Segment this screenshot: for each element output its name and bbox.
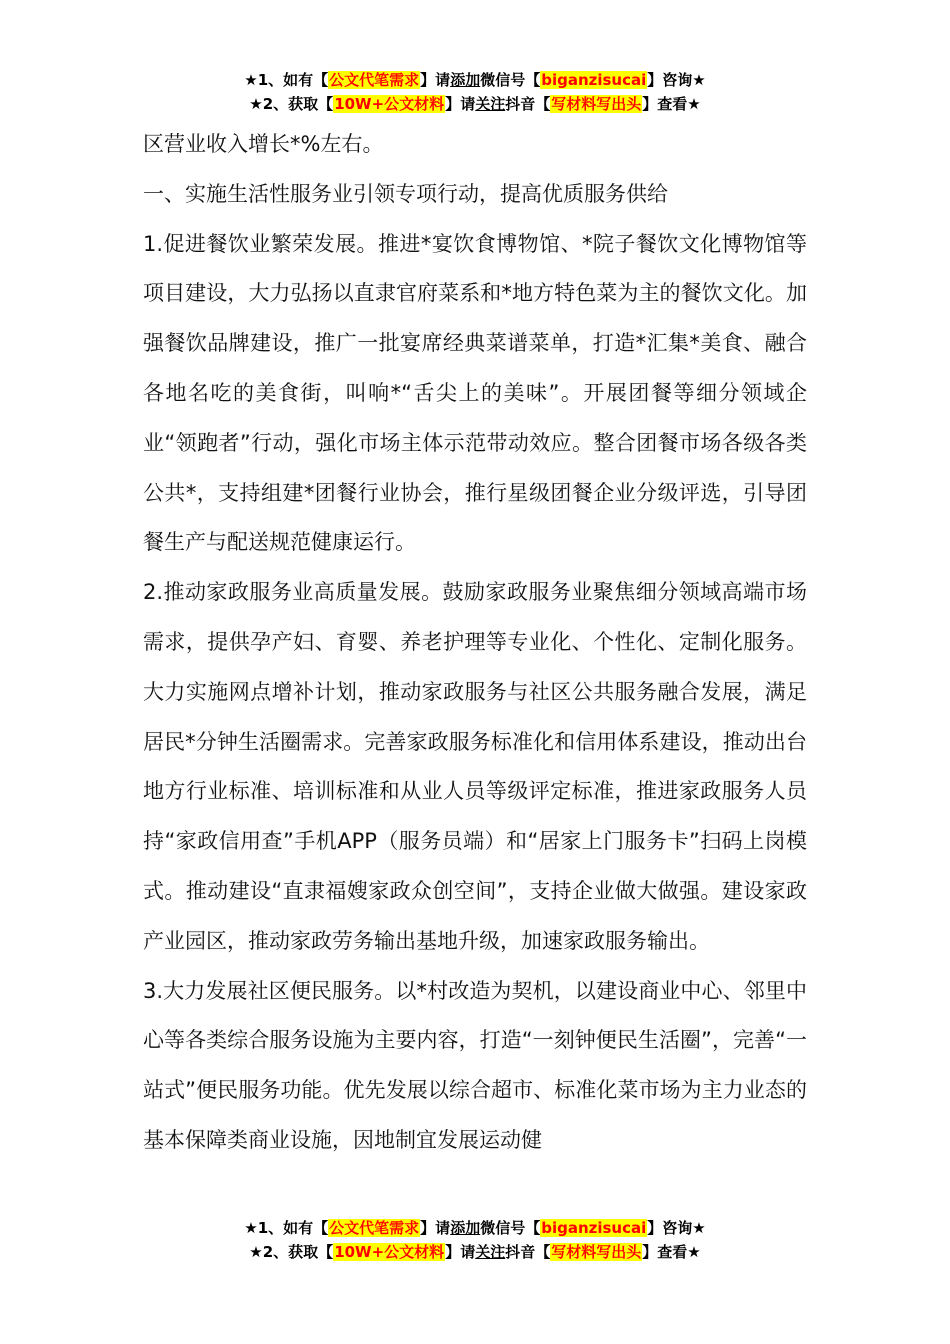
banner-text: 抖音【 (505, 1243, 551, 1261)
document-body (143, 120, 807, 1166)
banner-text: 抖音【 (505, 95, 551, 113)
banner-text: ★2、获取【 (249, 1243, 334, 1261)
banner-highlight: 10W+公文材料 (334, 95, 445, 113)
banner-text: 】咨询★ (647, 71, 706, 89)
banner-text: ★1、如有【 (244, 1219, 329, 1237)
banner-line-1 (0, 68, 950, 92)
banner-text: 微信号【 (480, 71, 541, 89)
banner-highlight-douyin-id: 写材料写出头 (551, 95, 642, 113)
banner-underlined: 添加 (450, 71, 481, 89)
banner-underlined: 关注 (475, 1243, 506, 1261)
banner-highlight-wechat-id: biganzisucai (541, 71, 647, 89)
paragraph-community-services: 3.大力发展社区便民服务。以*村改造为契机，以建设商业中心、邻里中心等各类综合服务设施为主要内容，打造“一刻钟便民生活圈”，完善“一站式”便民服务功能。优先发展以综合超市、标准化菜市场为主力业态的基本保障类商业设施，因地制宜发展运动健 (143, 978, 807, 1152)
banner-text: 】请 (420, 1219, 451, 1237)
section-heading: 一、实施生活性服务业引领专项行动，提高优质服务供给 (143, 181, 668, 206)
banner-line-1 (0, 1216, 950, 1240)
banner-underlined: 关注 (475, 95, 506, 113)
banner-text: 】请 (445, 95, 476, 113)
banner-highlight-wechat-id: biganzisucai (541, 1219, 647, 1237)
banner-text: 】查看★ (642, 95, 701, 113)
banner-highlight-douyin-id: 写材料写出头 (551, 1243, 642, 1261)
banner-text: 】请 (420, 71, 451, 89)
banner-line-2 (0, 92, 950, 116)
banner-text: 微信号【 (480, 1219, 541, 1237)
banner-text: 】请 (445, 1243, 476, 1261)
header-watermark-banner (0, 68, 950, 116)
banner-line-2 (0, 1240, 950, 1264)
banner-highlight: 公文代笔需求 (329, 1219, 420, 1237)
paragraph-catering: 1.促进餐饮业繁荣发展。推进*宴饮食博物馆、*院子餐饮文化博物馆等项目建设，大力弘扬以直隶官府菜系和*地方特色菜为主的餐饮文化。加强餐饮品牌建设，推广一批宴席经典菜谱菜单，打造*汇集*美食、融合各地名吃的美食街，叫响*“舌尖上的美味”。开展团餐等细分领域企业“领跑者”行动，强化市场主体示范带动效应。整合团餐市场各级各类公共*，支持组建*团餐行业协会，推行星级团餐企业分级评选，引导团餐生产与配送规范健康运行。 (143, 231, 807, 555)
banner-text: 】咨询★ (647, 1219, 706, 1237)
banner-highlight: 10W+公文材料 (334, 1243, 445, 1261)
banner-text: ★2、获取【 (249, 95, 334, 113)
footer-watermark-banner (0, 1216, 950, 1264)
banner-underlined: 添加 (450, 1219, 481, 1237)
banner-text: ★1、如有【 (244, 71, 329, 89)
paragraph-housekeeping: 2.推动家政服务业高质量发展。鼓励家政服务业聚焦细分领域高端市场需求，提供孕产妇、育婴、养老护理等专业化、个性化、定制化服务。大力实施网点增补计划，推动家政服务与社区公共服务融合发展，满足居民*分钟生活圈需求。完善家政服务标准化和信用体系建设，推动出台地方行业标准、培训标准和从业人员等级评定标准，推进家政服务人员持“家政信用查”手机APP（服务员端）和“居家上门服务卡”扫码上岗模式。推动建设“直隶福嫂家政众创空间”，支持企业做大做强。建设家政产业园区，推动家政劳务输出基地升级，加速家政服务输出。 (143, 580, 807, 953)
banner-highlight: 公文代笔需求 (329, 71, 420, 89)
banner-text: 】查看★ (642, 1243, 701, 1261)
paragraph-continuation: 区营业收入增长*%左右。 (143, 132, 384, 156)
